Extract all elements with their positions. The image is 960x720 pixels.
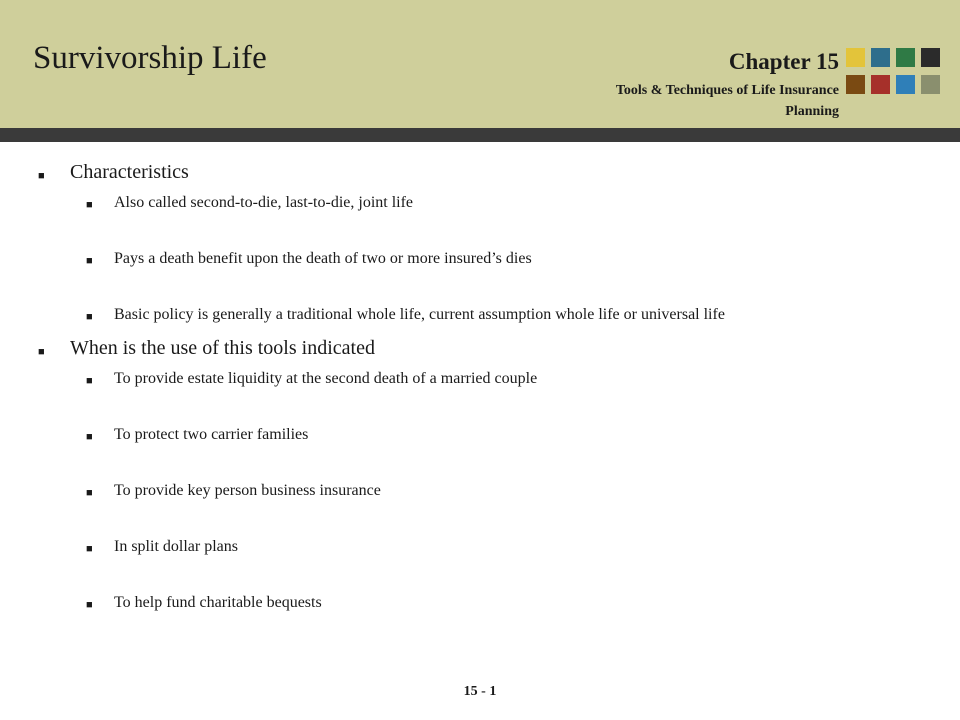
square-bullet-icon: ■ [38, 346, 45, 358]
page-number: 15 - 1 [463, 684, 497, 699]
bullet-list [36, 160, 906, 612]
list-item-text: In split dollar plans [114, 538, 238, 555]
square-bullet-icon: ■ [86, 375, 93, 387]
color-square [896, 75, 915, 94]
list-item-text: Also called second-to-die, last-to-die, joint life [114, 194, 414, 211]
list-item [36, 306, 906, 324]
chapter-label: Chapter 15 [728, 49, 839, 74]
section-heading-use-indicated [36, 336, 906, 360]
list-item-text: To provide estate liquidity at the second death of a married couple [114, 370, 538, 387]
color-square [846, 48, 865, 67]
square-bullet-icon: ■ [86, 255, 93, 267]
color-square [871, 75, 890, 94]
square-bullet-icon: ■ [38, 170, 45, 182]
color-square [846, 75, 865, 94]
list-item [36, 538, 906, 556]
chapter-subtitle: Tools & Techniques of Life Insurance Planning [615, 83, 839, 119]
list-item-text: To provide key person business insurance [114, 482, 381, 499]
list-item-text: To protect two carrier families [114, 426, 309, 443]
list-item [36, 594, 906, 612]
square-bullet-icon: ■ [86, 199, 93, 211]
list-item-text: Pays a death benefit upon the death of two or more insured’s dies [114, 250, 532, 267]
square-bullet-icon: ■ [86, 311, 93, 323]
square-bullet-icon: ■ [86, 487, 93, 499]
square-bullet-icon: ■ [86, 431, 93, 443]
color-square [871, 48, 890, 67]
square-bullet-icon: ■ [86, 543, 93, 555]
list-item-text: To help fund charitable bequests [114, 594, 322, 611]
header-divider [0, 128, 960, 142]
list-item [36, 370, 906, 388]
heading-text: Characteristics [70, 161, 189, 183]
color-square [896, 48, 915, 67]
heading-text: When is the use of this tools indicated [70, 337, 375, 359]
list-item [36, 250, 906, 268]
section-heading-characteristics [36, 160, 906, 184]
list-item [36, 426, 906, 444]
square-bullet-icon: ■ [86, 599, 93, 611]
color-square [921, 48, 940, 67]
list-item [36, 194, 906, 212]
list-item-text: Basic policy is generally a traditional whole life, current assumption whole life or universal life [114, 306, 725, 323]
color-square [921, 75, 940, 94]
list-item [36, 482, 906, 500]
slide-title: Survivorship Life [33, 40, 267, 76]
